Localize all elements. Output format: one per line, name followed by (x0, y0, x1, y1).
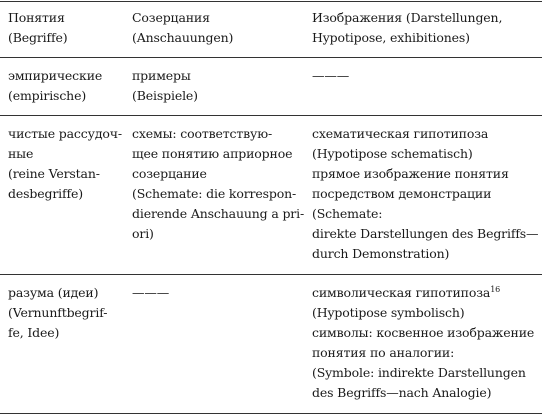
rule-top (0, 1, 542, 2)
cell-intuition (132, 283, 304, 303)
header-cell-presentations (312, 8, 542, 48)
rule-header (0, 57, 542, 58)
cell-text: desbegriffe) (8, 186, 83, 201)
cell-text: чистые рассудоч- (8, 126, 122, 141)
cell-text: dierende Anschauung a pri- (132, 206, 305, 221)
cell-text: посредством демонстрации (312, 186, 492, 201)
cell-text: понятия по аналогии: (312, 345, 455, 360)
rule-row-2 (0, 274, 542, 275)
header-text: Понятия (8, 10, 65, 25)
cell-text: direkte Darstellungen des Begriffs— (312, 226, 539, 241)
empty-dash: ——— (132, 285, 170, 300)
cell-concept (8, 124, 126, 204)
cell-text: ные (8, 146, 34, 161)
cell-text: символическая гипотипоза (312, 285, 491, 300)
cell-text: разума (идеи) (8, 285, 99, 300)
cell-presentation (312, 66, 542, 86)
cell-text: (Schemate: (312, 206, 383, 221)
cell-presentation (312, 283, 542, 403)
cell-text: символы: косвенное изображение (312, 325, 535, 340)
empty-dash: ——— (312, 68, 350, 83)
cell-text: (reine Verstan- (8, 166, 100, 181)
rule-bottom (0, 413, 542, 414)
cell-text: созерцание (132, 166, 207, 181)
header-text: (Begriffe) (8, 30, 68, 45)
cell-text: (Hypotipose schematisch) (312, 146, 473, 161)
cell-text: ori) (132, 226, 154, 241)
cell-concept (8, 283, 126, 343)
cell-text: (Vernunftbegrif- (8, 305, 108, 320)
cell-text: fe, Idee) (8, 325, 60, 340)
footnote-mark: 16 (490, 284, 501, 294)
header-text: Созерцания (132, 10, 210, 25)
cell-text: durch Demonstration) (312, 246, 450, 261)
cell-text: примеры (132, 68, 191, 83)
cell-text: des Begriffs—nach Analogie) (312, 385, 492, 400)
cell-concept (8, 66, 126, 106)
cell-presentation (312, 124, 542, 264)
cell-text: схемы: соответствую- (132, 126, 273, 141)
header-text: Изображения (Darstellungen, (312, 10, 503, 25)
header-cell-concepts (8, 8, 126, 48)
cell-text: схематическая гипотипоза (312, 126, 489, 141)
header-text: Hypotipose, exhibitiones) (312, 30, 470, 45)
cell-intuition (132, 124, 304, 244)
cell-text: (Symbole: indirekte Darstellungen (312, 365, 526, 380)
cell-intuition (132, 66, 304, 106)
rule-row-1 (0, 115, 542, 116)
cell-text: (empirische) (8, 88, 87, 103)
header-cell-intuitions (132, 8, 304, 48)
header-text: (Anschauungen) (132, 30, 234, 45)
cell-text: (Schemate: die korrespon- (132, 186, 297, 201)
cell-text-with-footnote (312, 283, 542, 303)
cell-text: (Hypotipose symbolisch) (312, 305, 465, 320)
cell-text: эмпирические (8, 68, 103, 83)
cell-text: прямое изображение понятия (312, 166, 509, 181)
cell-text: щее понятию априорное (132, 146, 293, 161)
cell-text: (Beispiele) (132, 88, 198, 103)
